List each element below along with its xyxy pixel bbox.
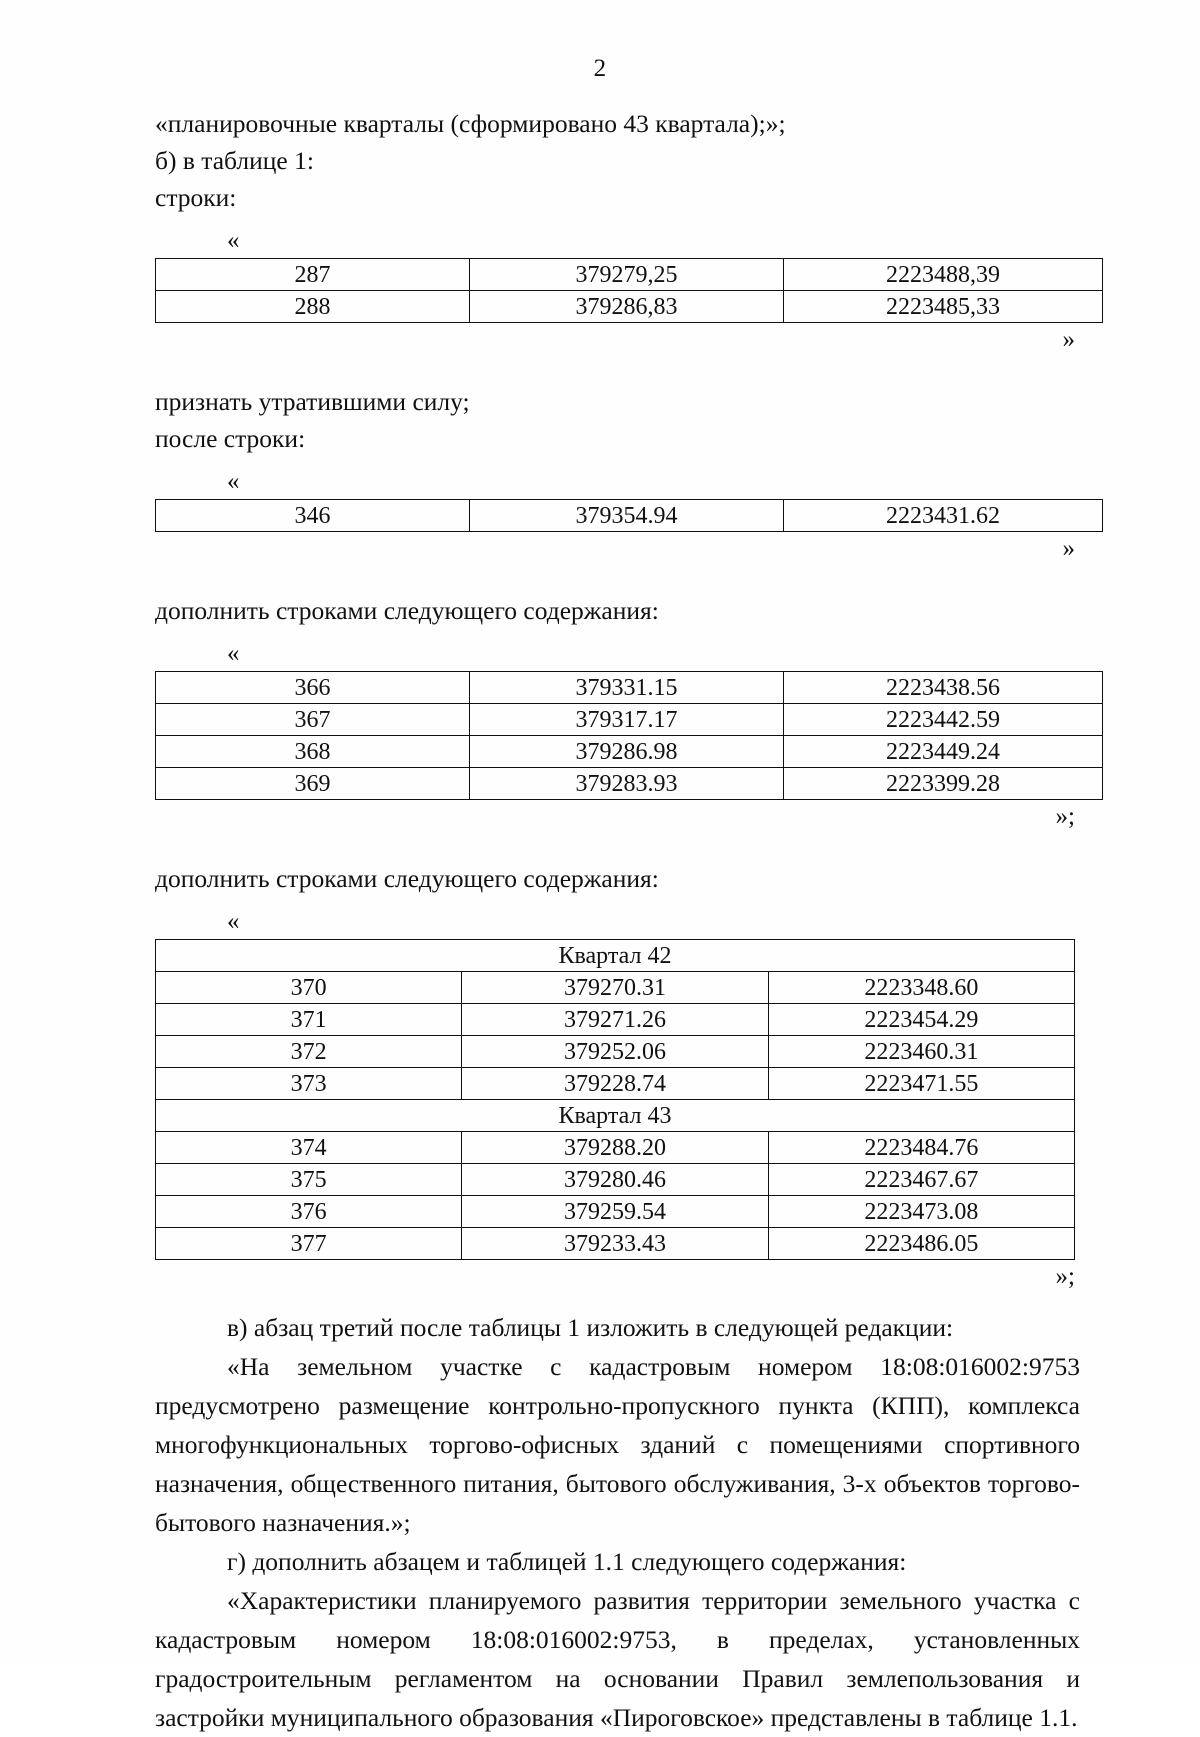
coordinates-table-4 (155, 939, 1075, 1260)
section-header-kvartal-42: Квартал 42 (156, 940, 1075, 972)
coordinate-y: 2223449.24 (784, 736, 1103, 768)
paragraph-final-characteristics: «Характеристики планируемого развития территории земельного участка с кадастровым номером 18:08:016002:9753, в пределах, установленных градостроительным регламентом на основании Правил землепользования и застройки муниципального образования «Пироговское» представлены в таблице 1.1. (155, 1586, 1080, 1732)
paragraph-item-g: г) дополнить абзацем и таблицей 1.1 следующего содержания: (227, 1547, 907, 1576)
coordinate-x: 379286.98 (470, 736, 784, 768)
coordinate-y: 2223438.56 (784, 672, 1103, 704)
after-table3-line-1: дополнить строками следующего содержания: (155, 864, 659, 893)
table-row (156, 1228, 1075, 1260)
coordinates-table-3 (155, 671, 1103, 800)
page-number: 2 (593, 55, 607, 82)
point-number: 372 (156, 1036, 462, 1068)
intro-line-3: строки: (155, 183, 237, 212)
coordinate-x: 379280.46 (462, 1164, 768, 1196)
paragraph-quote-kpp: «На земельном участке с кадастровым номером 18:08:016002:9753 предусмотрено размещение контрольно-пропускного пункта (КПП), комплекса многофункциональных торгово-офисных зданий с помещениями спортивного назначения, общественного питания, бытового обслуживания, 3-х объектов торгово-бытового назначения.»; (155, 1352, 1080, 1537)
coordinate-x: 379317.17 (470, 704, 784, 736)
coordinate-y: 2223431.62 (784, 500, 1103, 532)
coordinate-y: 2223467.67 (768, 1164, 1074, 1196)
table-section-header-row (156, 1100, 1075, 1132)
point-number: 377 (156, 1228, 462, 1260)
table-row (156, 1004, 1075, 1036)
coordinates-table-2 (155, 499, 1103, 532)
quote-close-table-2: » (1062, 535, 1075, 562)
quote-open-table-1: « (227, 227, 240, 254)
table-row (156, 1196, 1075, 1228)
coordinate-y: 2223485,33 (784, 291, 1103, 323)
coordinate-x: 379259.54 (462, 1196, 768, 1228)
after-table1-line-1: признать утратившими силу; (155, 387, 470, 416)
coordinate-x: 379279,25 (470, 259, 784, 291)
quote-open-table-4: « (227, 908, 240, 935)
coordinate-y: 2223486.05 (768, 1228, 1074, 1260)
table-row (156, 704, 1103, 736)
coordinate-y: 2223442.59 (784, 704, 1103, 736)
coordinate-x: 379233.43 (462, 1228, 768, 1260)
table-row (156, 1132, 1075, 1164)
point-number: 373 (156, 1068, 462, 1100)
coordinate-y: 2223348.60 (768, 972, 1074, 1004)
coordinate-y: 2223460.31 (768, 1036, 1074, 1068)
point-number: 346 (156, 500, 470, 532)
point-number: 367 (156, 704, 470, 736)
coordinate-x: 379270.31 (462, 972, 768, 1004)
coordinate-x: 379354.94 (470, 500, 784, 532)
table-row (156, 1164, 1075, 1196)
table-row (156, 768, 1103, 800)
document-content (155, 105, 1080, 1737)
table-section-header-row (156, 940, 1075, 972)
coordinate-y: 2223399.28 (784, 768, 1103, 800)
coordinate-y: 2223454.29 (768, 1004, 1074, 1036)
point-number: 287 (156, 259, 470, 291)
after-table1-line-2: после строки: (155, 424, 306, 453)
coordinate-x: 379283.93 (470, 768, 784, 800)
point-number: 370 (156, 972, 462, 1004)
coordinates-table-1 (155, 258, 1103, 323)
intro-line-2: б) в таблице 1: (155, 146, 314, 175)
table-row (156, 259, 1103, 291)
after-table2-line-1: дополнить строками следующего содержания: (155, 596, 659, 625)
point-number: 369 (156, 768, 470, 800)
table-row (156, 972, 1075, 1004)
table-row (156, 736, 1103, 768)
intro-line-1: «планировочные кварталы (сформировано 43 квартала);»; (155, 109, 786, 138)
coordinate-x: 379288.20 (462, 1132, 768, 1164)
coordinate-x: 379228.74 (462, 1068, 768, 1100)
point-number: 371 (156, 1004, 462, 1036)
quote-open-table-3: « (227, 640, 240, 667)
point-number: 376 (156, 1196, 462, 1228)
quote-close-table-1: » (1062, 326, 1075, 353)
quote-close-table-4: »; (1055, 1263, 1075, 1290)
point-number: 375 (156, 1164, 462, 1196)
table-row (156, 672, 1103, 704)
paragraph-item-v: в) абзац третий после таблицы 1 изложить в следующей редакции: (227, 1313, 954, 1342)
coordinate-x: 379331.15 (470, 672, 784, 704)
coordinate-x: 379252.06 (462, 1036, 768, 1068)
point-number: 368 (156, 736, 470, 768)
coordinate-y: 2223488,39 (784, 259, 1103, 291)
coordinate-x: 379286,83 (470, 291, 784, 323)
table-row (156, 500, 1103, 532)
point-number: 374 (156, 1132, 462, 1164)
coordinate-x: 379271.26 (462, 1004, 768, 1036)
table-row (156, 1036, 1075, 1068)
table-row (156, 1068, 1075, 1100)
section-header-kvartal-43: Квартал 43 (156, 1100, 1075, 1132)
coordinate-y: 2223473.08 (768, 1196, 1074, 1228)
coordinate-y: 2223471.55 (768, 1068, 1074, 1100)
table-row (156, 291, 1103, 323)
point-number: 366 (156, 672, 470, 704)
point-number: 288 (156, 291, 470, 323)
coordinate-y: 2223484.76 (768, 1132, 1074, 1164)
quote-close-table-3: »; (1055, 803, 1075, 830)
quote-open-table-2: « (227, 468, 240, 495)
